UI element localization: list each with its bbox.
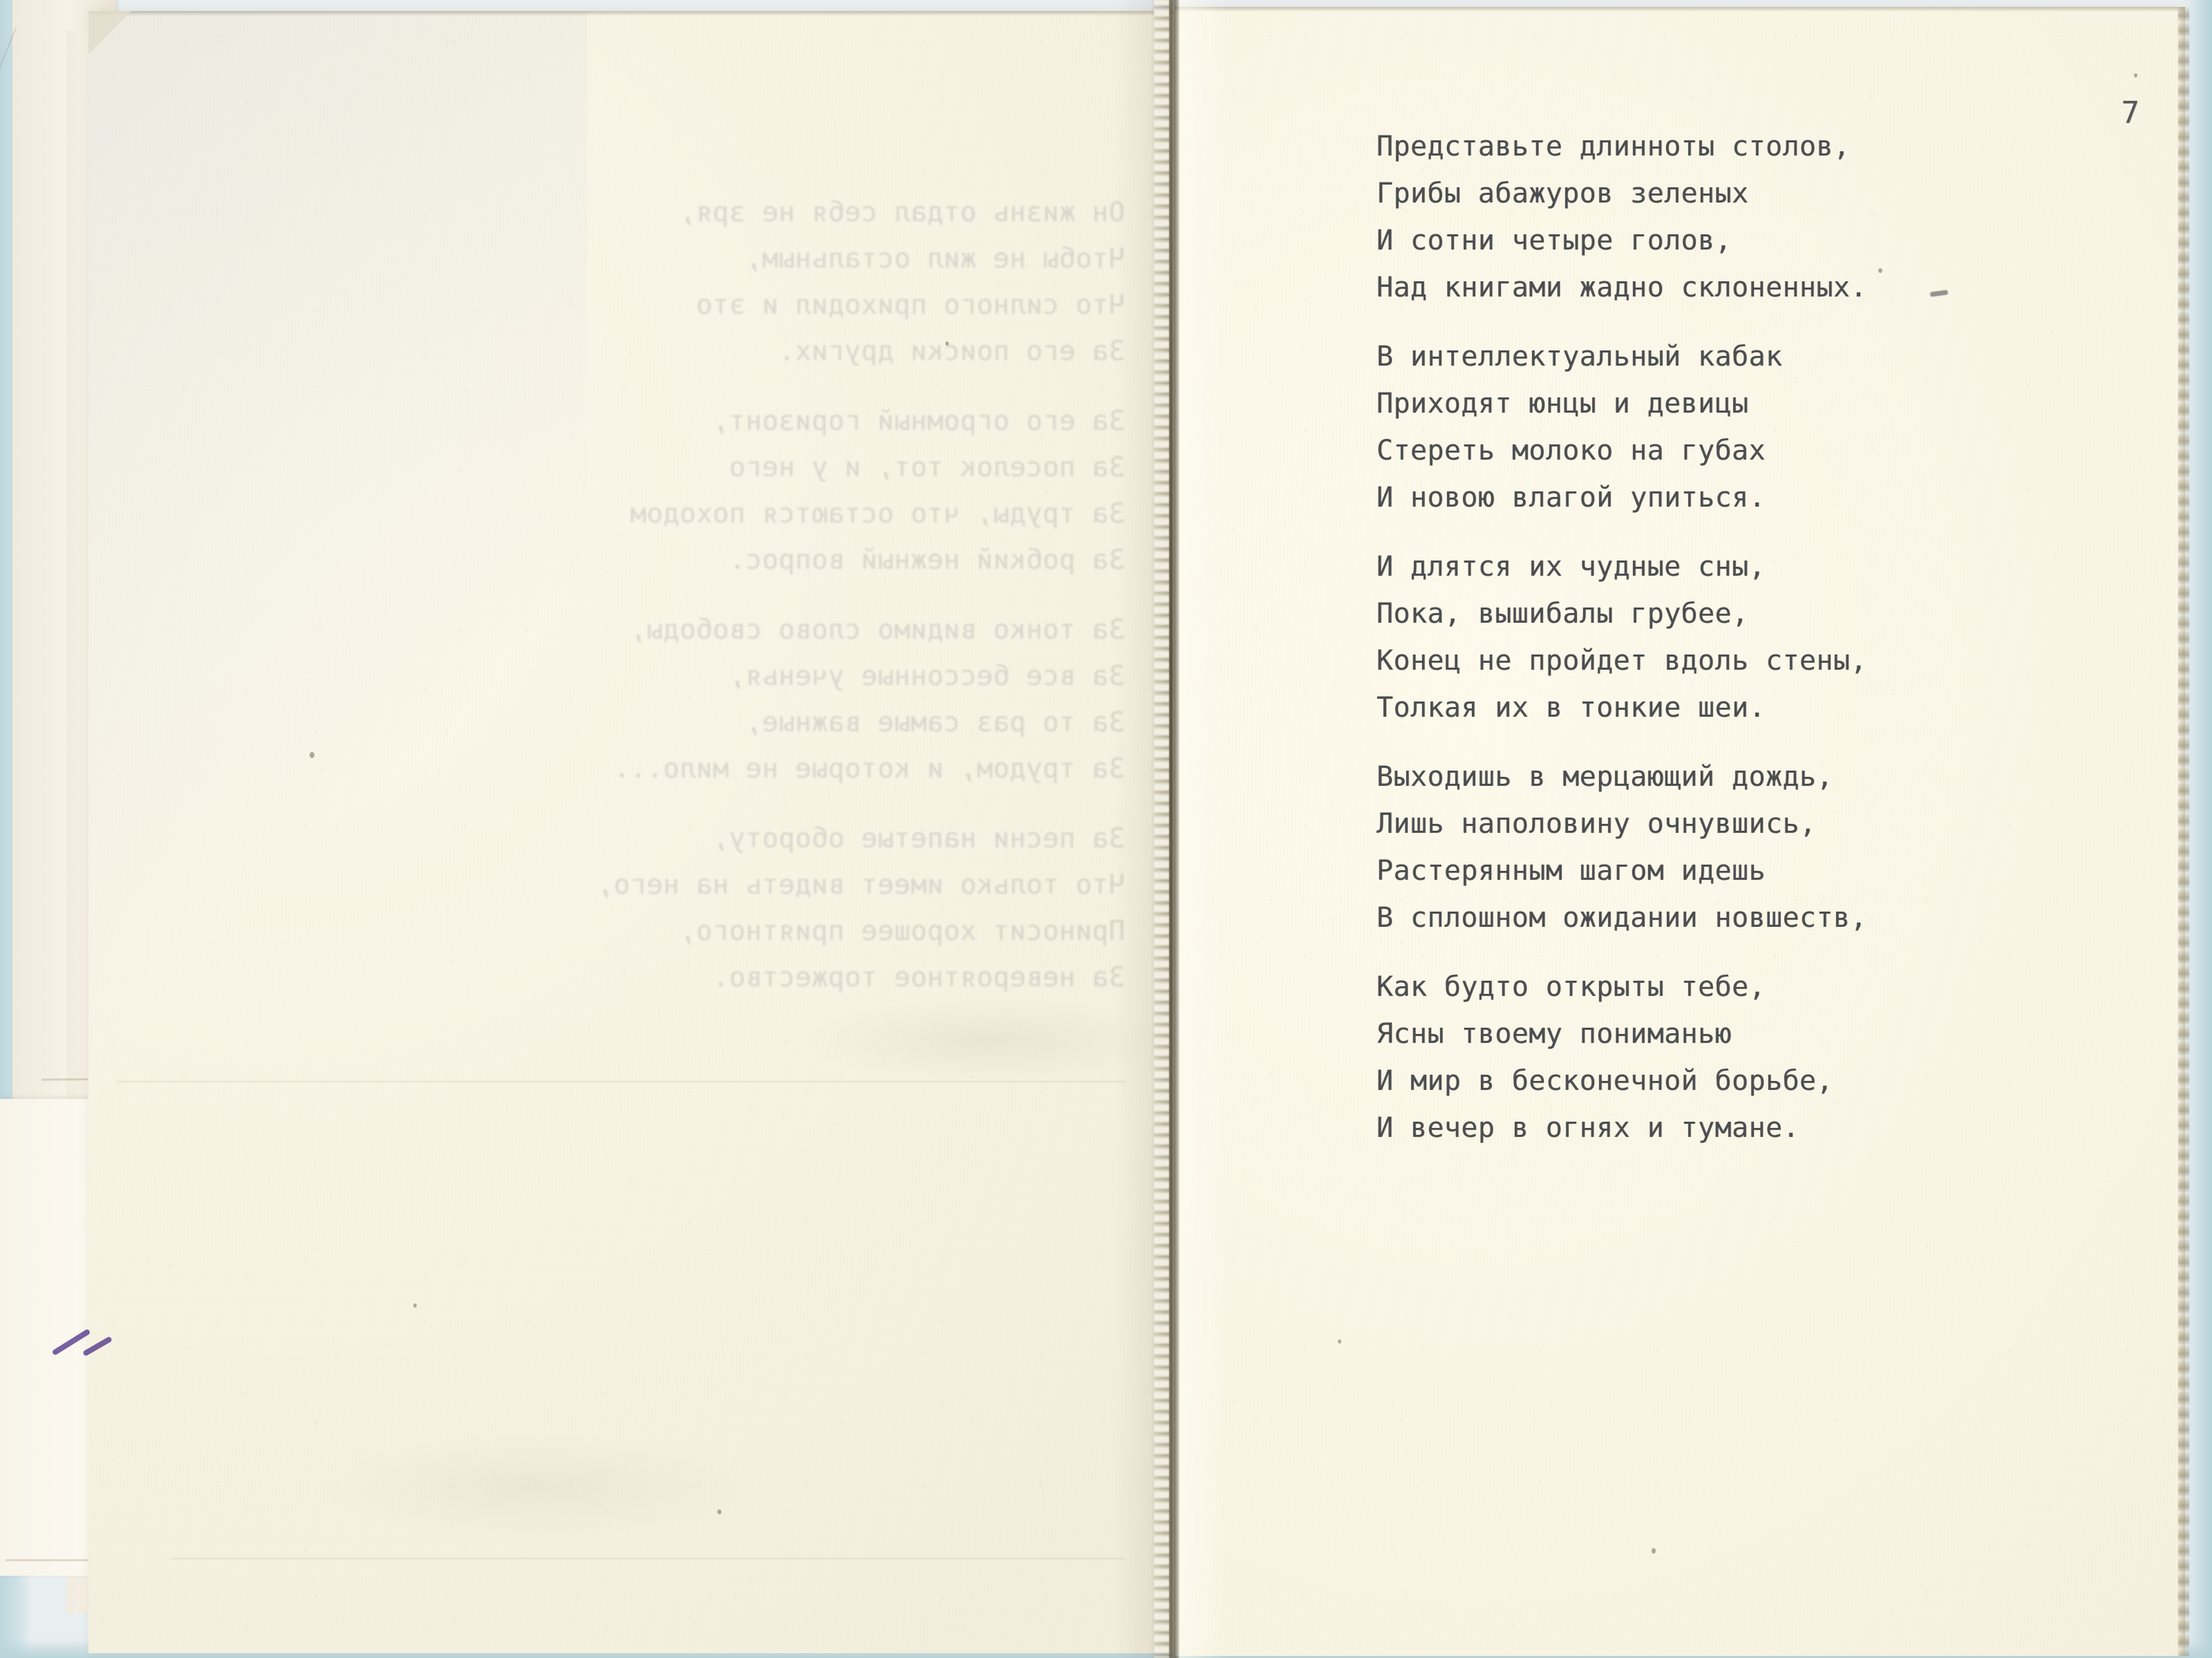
poem-line: В сплошном ожидании новшеств, [1377, 902, 1867, 934]
paper-grain [88, 11, 1173, 1653]
show-through-line: За песни напетые обороту, [712, 823, 1125, 854]
verso-top-edge [88, 11, 1173, 16]
show-through-line: За то раз самые важные, [745, 707, 1125, 738]
poem-line: В интеллектуальный кабак [1377, 341, 1783, 373]
show-through-line: За тонко видимо слово свободы, [630, 614, 1125, 646]
paper-speck [413, 1303, 417, 1308]
show-through-stanza [227, 189, 1125, 375]
recto-page [1175, 7, 2185, 1656]
paper-crease [116, 1081, 1125, 1082]
poem-line: Толкая их в тонкие шеи. [1377, 692, 1766, 724]
poem-body [1377, 123, 2109, 1151]
paper-speck [717, 1509, 721, 1514]
poem-line: Грибы абажуров зеленых [1377, 178, 1749, 209]
verso-corner-lift [88, 11, 131, 54]
poem-stanza [1377, 123, 2109, 311]
paper-speck [2134, 73, 2137, 77]
poem-line: Над книгами жадно склоненных. [1377, 272, 1867, 303]
poem-line: Представьте длинноты столов, [1377, 131, 1851, 162]
recto-edge-shadow [2178, 7, 2185, 1656]
poem-stanza [1377, 753, 2109, 941]
show-through-line: За его поиски других. [778, 336, 1125, 367]
show-through-line: Чтобы не жил остальным, [745, 243, 1125, 274]
poem-line: Как будто открыты тебе, [1377, 971, 1766, 1003]
poem-line: И новою влагой упиться. [1377, 482, 1766, 514]
page-number: 7 [2121, 95, 2139, 131]
poem-line: Растерянным шагом идешь [1377, 855, 1766, 887]
book-gutter-torn-edge [1154, 0, 1169, 1658]
poem-line: И вечер в огнях и тумане. [1377, 1112, 1800, 1144]
poem-line: Конец не пройдет вдоль стены, [1377, 645, 1867, 677]
poem-line: Приходят юнцы и девицы [1377, 388, 1749, 420]
paper-speck [1878, 268, 1882, 273]
show-through-line: Приносит хорошее приятного, [679, 916, 1125, 947]
paper-fibers [88, 11, 1173, 1653]
show-through-line: Что только имеет видеть на него, [596, 869, 1125, 901]
recto-top-edge [1175, 7, 2185, 12]
show-through-line: За невероятное торжество. [712, 962, 1125, 993]
poem-line: И длятся их чудные сны, [1377, 551, 1766, 583]
paper-speck [1652, 1548, 1656, 1554]
show-through-line: Что силного приходил и это [696, 290, 1125, 321]
paper-smudge [807, 999, 1166, 1082]
poem-stanza [1377, 963, 2109, 1151]
show-through-line: За робкий нежный вопрос. [728, 545, 1125, 576]
poem-line: И сотни четыре голов, [1377, 225, 1732, 256]
show-through-line: За трудом, и которые не мило... [613, 753, 1125, 784]
show-through-line: За его огромный горизонт, [712, 406, 1125, 437]
poem-line: Лишь наполовину очнувшись, [1377, 808, 1817, 840]
show-through-line: За все бессонные ученья, [728, 661, 1125, 692]
poem-stanza [1377, 543, 2109, 731]
book-gutter-seam [1169, 0, 1173, 1658]
poem-line: Выходишь в мерцающий дождь, [1377, 761, 1834, 793]
show-through-line: За труды, что остаются походом [630, 498, 1125, 529]
show-through-line: Он жизнь отдал себя не зря, [679, 197, 1125, 228]
paper-crease [171, 1558, 1125, 1559]
show-through-text [227, 189, 1125, 1024]
poem-line: Стереть молоко на губах [1377, 435, 1766, 467]
poem-line: Пока, вышибалы грубее, [1377, 598, 1749, 630]
paper-speck [310, 752, 314, 758]
show-through-stanza [227, 398, 1125, 583]
paper-speck [1338, 1339, 1341, 1344]
poem-stanza [1377, 333, 2109, 521]
verso-page [88, 11, 1173, 1653]
show-through-stanza [227, 816, 1125, 1001]
paper-smudge [323, 1435, 752, 1538]
show-through-stanza [227, 607, 1125, 792]
poem-line: Ясны твоему пониманью [1377, 1018, 1732, 1050]
poem-line: И мир в бесконечной борьбе, [1377, 1065, 1834, 1097]
paper-speck [945, 341, 949, 346]
show-through-line: За поселок тот, и у него [728, 452, 1125, 483]
